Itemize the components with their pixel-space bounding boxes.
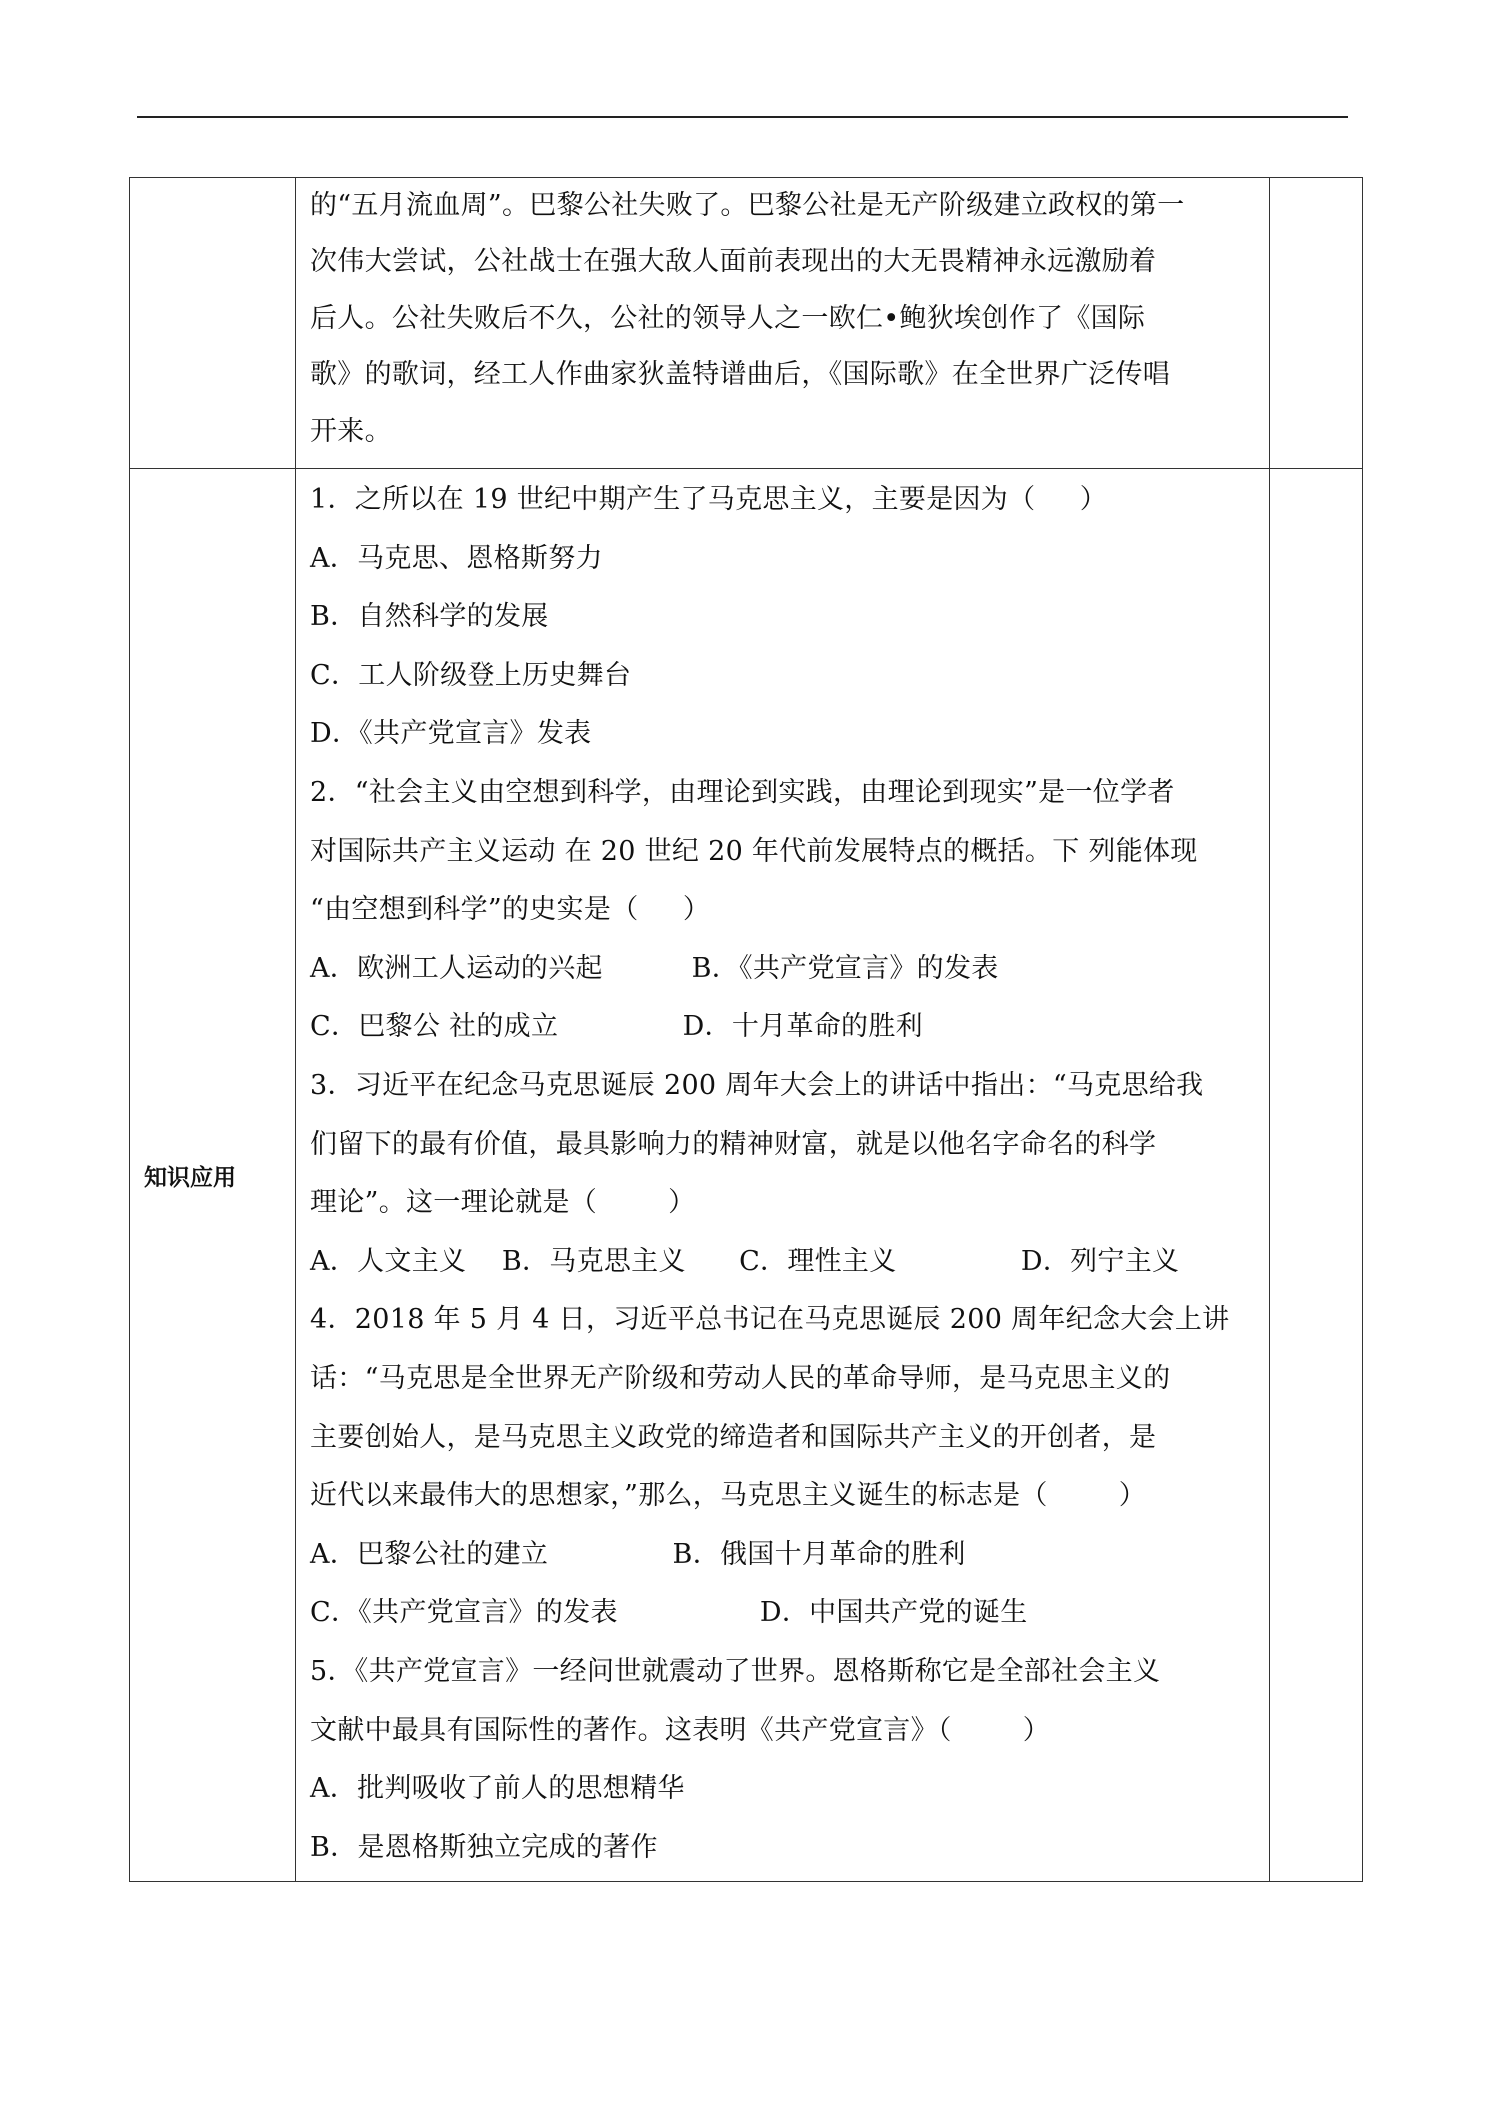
- question-1-option-a: A．马克思、恩格斯努力: [310, 542, 603, 574]
- text-line: 次伟大尝试，公社战士在强大敌人面前表现出的大无畏精神永远激励着: [310, 246, 1157, 278]
- text-line: 歌》的歌词，经工人作曲家狄盖特谱曲后，《国际歌》在全世界广泛传唱: [310, 359, 1171, 391]
- question-2-options: C．巴黎公 社的成立 D．十月革命的胜利: [310, 1011, 923, 1043]
- knowledge-application-row: [130, 469, 1363, 1882]
- lesson-table: [129, 177, 1363, 1882]
- question-4-stem: 近代以来最伟大的思想家，”那么，马克思主义诞生的标志是（ ）: [310, 1480, 1147, 1512]
- question-4-options: A．巴黎公社的建立 B．俄国十月革命的胜利: [310, 1538, 966, 1570]
- question-5-option-b: B．是恩格斯独立完成的著作: [310, 1831, 658, 1863]
- question-1-option-c: C．工人阶级登上历史舞台: [310, 659, 632, 691]
- question-3-options: A．人文主义 B．马克思主义 C．理性主义 D．列宁主义: [310, 1245, 1180, 1277]
- question-4-stem: 4．2018 年 5 月 4 日，习近平总书记在马克思诞辰 200 周年纪念大会上讲: [310, 1304, 1230, 1336]
- question-2-stem: 对国际共产主义运动 在 20 世纪 20 年代前发展特点的概括。下 列能体现: [310, 835, 1198, 867]
- questions-cell: [296, 469, 1270, 1882]
- question-2-options: A．欧洲工人运动的兴起 B．《共产党宣言》的发表: [310, 952, 999, 984]
- continuation-row: [130, 178, 1363, 469]
- question-3-stem: 理论”。这一理论就是（ ）: [310, 1187, 696, 1219]
- question-2-stem: 2．“社会主义由空想到科学，由理论到实践，由理论到现实”是一位学者: [310, 777, 1175, 808]
- question-4-stem: 话：“马克思是全世界无产阶级和劳动人民的革命导师，是马克思主义的: [310, 1362, 1171, 1394]
- continuation-notes-cell: [1270, 178, 1363, 469]
- question-5-option-a: A．批判吸收了前人的思想精华: [310, 1773, 685, 1805]
- continuation-label-cell: [130, 178, 296, 469]
- section-label: 知识应用: [130, 469, 296, 1882]
- text-line: 开来。: [310, 415, 392, 447]
- question-5-stem: 5．《共产党宣言》一经问世就震动了世界。恩格斯称它是全部社会主义: [310, 1655, 1161, 1687]
- question-1-option-d: D．《共产党宣言》发表: [310, 718, 592, 750]
- question-2-stem: “由空想到科学”的史实是（ ）: [310, 894, 711, 926]
- question-5-stem: 文献中最具有国际性的著作。这表明《共产党宣言》（ ）: [310, 1714, 1051, 1746]
- question-3-stem: 们留下的最有价值，最具影响力的精神财富，就是以他名字命名的科学: [310, 1128, 1157, 1160]
- question-4-options: C．《共产党宣言》的发表 D．中国共产党的诞生: [310, 1597, 1028, 1629]
- text-line: 的“五月流血周”。巴黎公社失败了。巴黎公社是无产阶级建立政权的第一: [310, 190, 1185, 221]
- continuation-content-cell: [296, 178, 1270, 469]
- question-4-stem: 主要创始人，是马克思主义政党的缔造者和国际共产主义的开创者，是: [310, 1421, 1157, 1453]
- text-line: 后人。公社失败后不久，公社的领导人之一欧仁•鲍狄埃创作了《国际: [310, 302, 1146, 334]
- header-rule: [137, 116, 1348, 118]
- questions-notes-cell: [1270, 469, 1363, 1882]
- question-3-stem: 3．习近平在纪念马克思诞辰 200 周年大会上的讲话中指出：“马克思给我: [310, 1069, 1204, 1101]
- question-1-stem: 1．之所以在 19 世纪中期产生了马克思主义，主要是因为（ ）: [310, 484, 1108, 516]
- question-1-option-b: B．自然科学的发展: [310, 601, 549, 633]
